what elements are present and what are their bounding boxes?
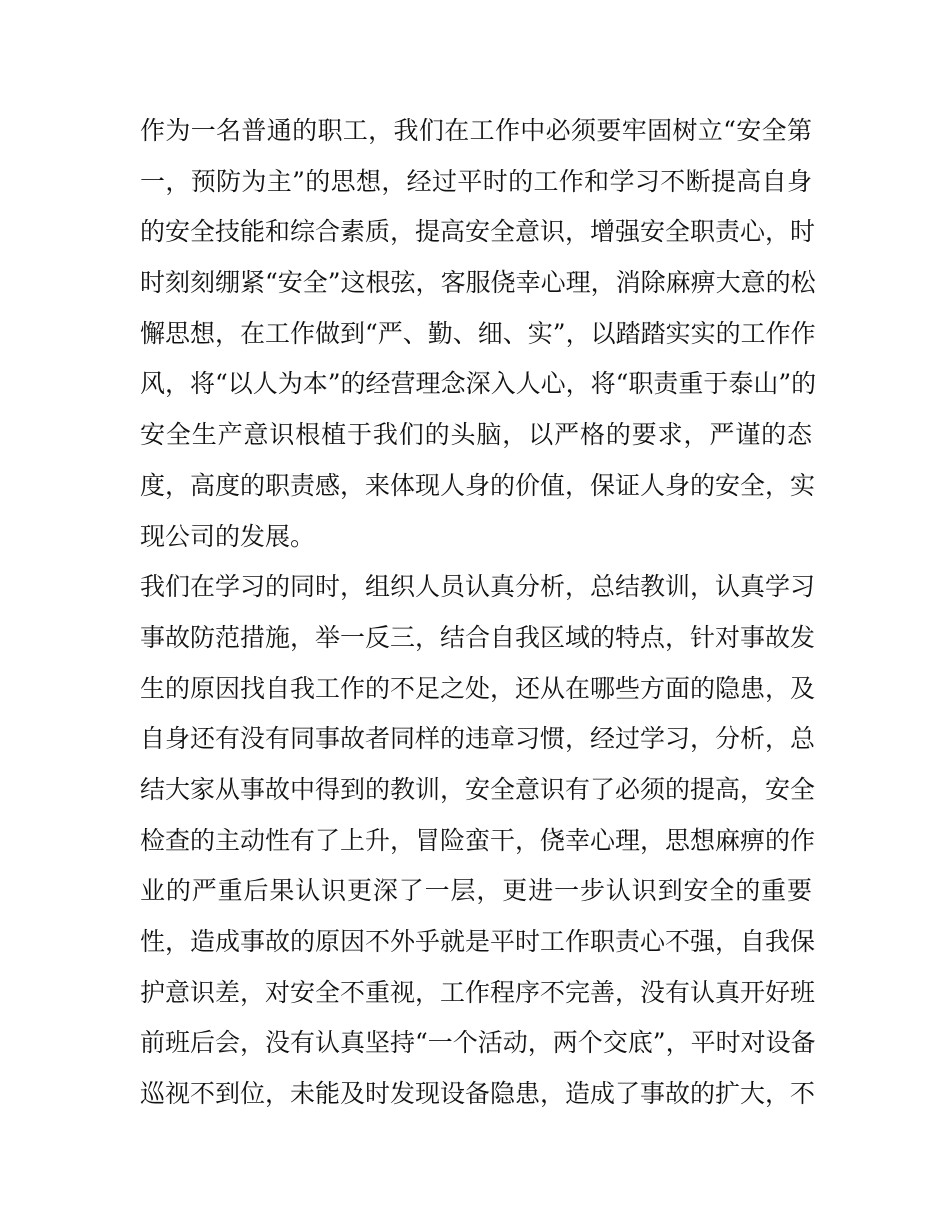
text-line: 检查的主动性有了上升，冒险蛮干，侥幸心理，思想麻痹的作 bbox=[140, 825, 816, 855]
text-line: 生的原因找自我工作的不足之处，还从在哪些方面的隐患，及 bbox=[140, 673, 816, 703]
text-line: 风，将“以人为本”的经营理念深入人心，将“职责重于泰山”的 bbox=[140, 369, 817, 399]
text-line: 前班后会，没有认真坚持“一个活动，两个交底”，平时对设备 bbox=[140, 1028, 816, 1058]
text-line: 结大家从事故中得到的教训，安全意识有了必须的提高，安全 bbox=[140, 774, 816, 804]
text-line: 护意识差，对安全不重视，工作程序不完善，没有认真开好班 bbox=[140, 977, 816, 1007]
text-line: 懈思想，在工作做到“严、勤、细、实”，以踏踏实实的工作作 bbox=[140, 318, 816, 348]
text-line: 的安全技能和综合素质，提高安全意识，增强安全职责心，时 bbox=[140, 217, 816, 247]
text-line: 我们在学习的同时，组织人员认真分析，总结教训，认真学习 bbox=[140, 572, 816, 602]
text-line: 时刻刻绷紧“安全”这根弦，客服侥幸心理，消除麻痹大意的松 bbox=[140, 268, 816, 298]
text-line: 自身还有没有同事故者同样的违章习惯，经过学习，分析，总 bbox=[140, 724, 816, 754]
text-line: 性，造成事故的原因不外乎就是平时工作职责心不强，自我保 bbox=[140, 927, 816, 956]
text-line: 度，高度的职责感，来体现人身的价值，保证人身的安全，实 bbox=[140, 470, 816, 500]
text-line: 巡视不到位，未能及时发现设备隐患，造成了事故的扩大，不 bbox=[140, 1079, 816, 1109]
text-line: 一，预防为主”的思想，经过平时的工作和学习不断提高自身 bbox=[140, 166, 812, 196]
text-line: 作为一名普通的职工，我们在工作中必须要牢固树立“安全第 bbox=[140, 116, 812, 145]
text-line-paragraph-end: 现公司的发展。 bbox=[140, 521, 316, 551]
document-body bbox=[140, 106, 817, 1120]
text-line: 安全生产意识根植于我们的头脑，以严格的要求，严谨的态 bbox=[140, 420, 812, 450]
text-line: 事故防范措施，举一反三，结合自我区域的特点，针对事故发 bbox=[140, 622, 816, 652]
text-line: 业的严重后果认识更深了一层，更进一步认识到安全的重要 bbox=[140, 876, 812, 906]
